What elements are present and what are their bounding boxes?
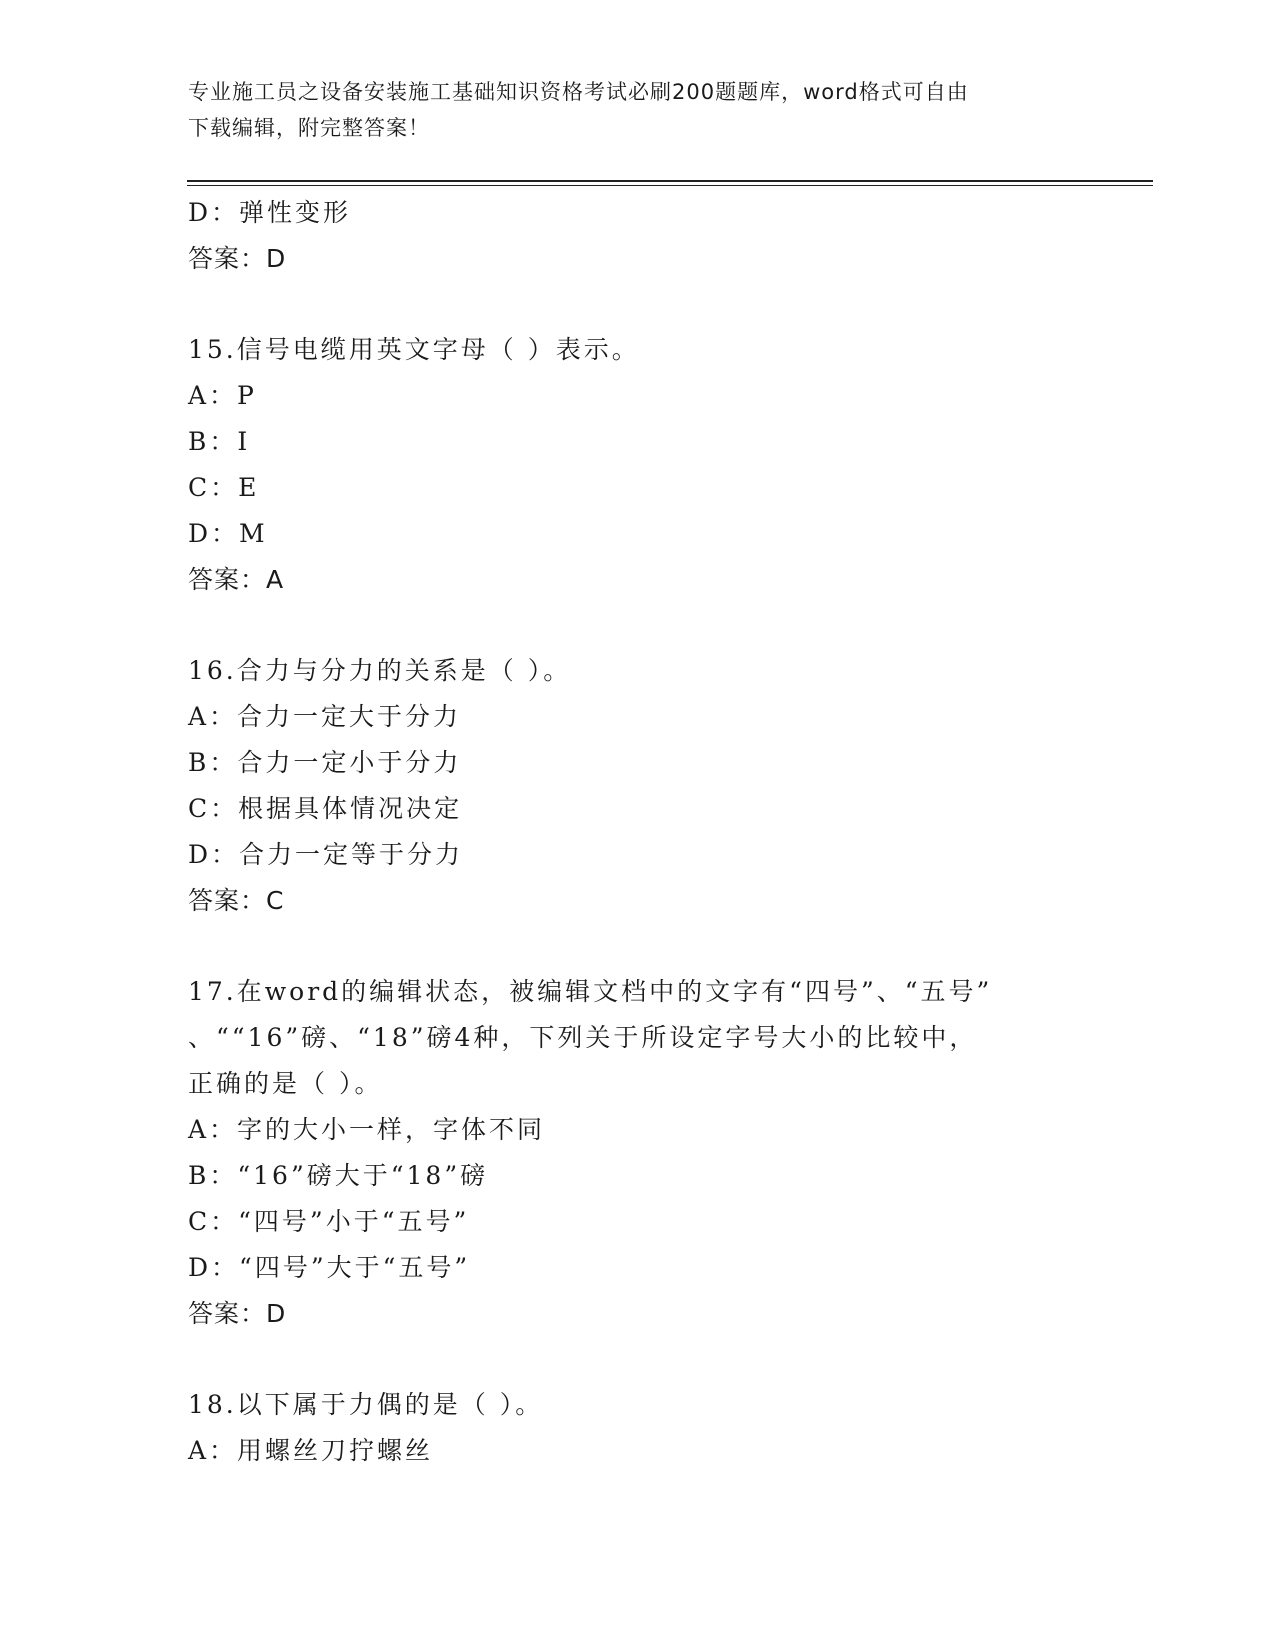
prev-answer: 答案：D bbox=[188, 244, 287, 273]
header-line-1: 专业施工员之设备安装施工基础知识资格考试必刷200题题库，word格式可自由 bbox=[188, 80, 969, 104]
option-c: C：“四号”小于“五号” bbox=[188, 1207, 470, 1236]
spacer bbox=[188, 1337, 1068, 1382]
option-b: B：合力一定小于分力 bbox=[188, 748, 462, 777]
spacer bbox=[188, 924, 1068, 969]
option-c: C：E bbox=[188, 473, 260, 502]
question-list bbox=[188, 190, 1068, 1474]
document-header bbox=[188, 74, 1068, 146]
prev-option-d: D：弹性变形 bbox=[188, 198, 352, 227]
option-a: A：合力一定大于分力 bbox=[188, 702, 462, 731]
answer: 答案：C bbox=[188, 886, 285, 915]
question-stem: 16.合力与分力的关系是（ ）。 bbox=[188, 656, 572, 685]
question-stem: 15.信号电缆用英文字母（ ）表示。 bbox=[188, 335, 640, 364]
option-d: D：合力一定等于分力 bbox=[188, 840, 464, 869]
question-stem-line-3: 正确的是（ ）。 bbox=[188, 1069, 383, 1098]
question-18 bbox=[188, 1382, 1068, 1474]
question-17 bbox=[188, 969, 1068, 1337]
question-stem-line-1: 17.在word的编辑状态，被编辑文档中的文字有“四号”、“五号” bbox=[188, 977, 993, 1006]
question-15 bbox=[188, 327, 1068, 603]
option-b: B：I bbox=[188, 427, 251, 456]
spacer bbox=[188, 282, 1068, 327]
option-b: B：“16”磅大于“18”磅 bbox=[188, 1161, 489, 1190]
option-d: D：“四号”大于“五号” bbox=[188, 1253, 471, 1282]
spacer bbox=[188, 603, 1068, 648]
answer: 答案：A bbox=[188, 565, 285, 594]
header-line-2: 下载编辑，附完整答案！ bbox=[188, 116, 430, 140]
option-a: A：P bbox=[188, 381, 257, 410]
question-16 bbox=[188, 648, 1068, 924]
option-a: A：字的大小一样，字体不同 bbox=[188, 1115, 546, 1144]
option-a: A：用螺丝刀拧螺丝 bbox=[188, 1436, 434, 1465]
option-d: D：M bbox=[188, 519, 268, 548]
option-c: C：根据具体情况决定 bbox=[188, 794, 463, 823]
header-rule-thin bbox=[187, 185, 1153, 186]
question-stem-line-2: 、““16”磅、“18”磅4种，下列关于所设定字号大小的比较中， bbox=[188, 1023, 978, 1052]
answer: 答案：D bbox=[188, 1299, 287, 1328]
header-rule-thick bbox=[187, 180, 1153, 182]
question-stem: 18.以下属于力偶的是（ ）。 bbox=[188, 1390, 544, 1419]
